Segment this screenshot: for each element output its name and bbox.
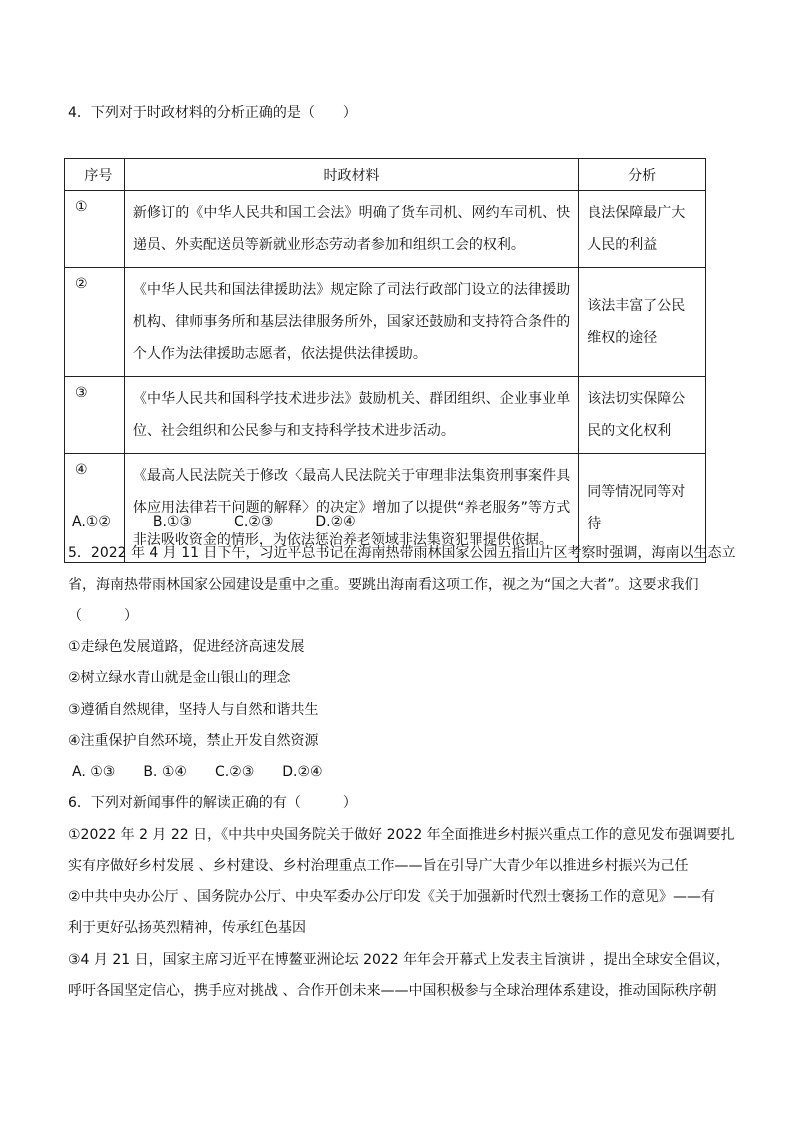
question-6-line-6: 呼吁各国坚定信心，携手应对挑战 、合作开创未来——中国积极参与全球治理体系建设，推动国际秩序朝 [68,983,717,999]
question-6-line-2: 实有序做好乡村发展 、乡村建设、乡村治理重点工作——旨在引导广大青少年以推进乡村振兴为己任 [68,858,689,874]
table-header-row [65,159,706,191]
header-number: 序号 [65,159,125,191]
question-6-line-4: 利于更好弘扬英烈精神，传承红色基因 [68,920,306,936]
row-analysis: 该法切实保障公民的文化权利 [579,377,706,454]
question-6-stem: 6．下列对新闻事件的解读正确的有（ ） [68,795,357,811]
table-row [65,377,706,454]
question-5-item-4: ④注重保护自然环境，禁止开发自然资源 [68,733,319,749]
question-5-stem-line-2: 省，海南热带雨林国家公园建设是重中之重。要跳出海南看这项工作，视之为“国之大者”。这要求我们 [68,577,699,593]
question-4-stem: 4．下列对于时政材料的分析正确的是（ ） [68,105,357,121]
row-material: 《最高人民法院关于修改〈最高人民法院关于审理非法集资刑事案件具体应用法律若干问题的解释〉的决定》增加了以提供“养老服务”等方式非法吸收资金的情形，为依法惩治养老领域非法集资犯罪提供依据。 [124,454,578,563]
question-6-line-3: ②中共中央办公厅 、国务院办公厅、中央军委办公厅印发《关于加强新时代烈士褒扬工作的意见》——有 [68,889,715,905]
row-number: ③ [65,377,125,454]
question-4-table [64,158,706,563]
row-number: ① [65,191,125,268]
header-material: 时政材料 [124,159,578,191]
question-4-options: A.①② B.①③ C.②③ D.②④ [72,514,356,530]
row-number: ② [65,268,125,377]
row-number: ④ [65,454,125,563]
question-5-item-1: ①走绿色发展道路，促进经济高速发展 [68,639,305,655]
table-row [65,191,706,268]
question-5-stem-line-1: 5．2022 年 4 月 11 日下午，习近平总书记在海南热带雨林国家公园五指山片区考察时强调，海南以生态立 [68,545,736,561]
row-analysis: 该法丰富了公民维权的途径 [579,268,706,377]
question-6-line-1: ①2022 年 2 月 22 日，《中共中央国务院关于做好 2022 年全面推进乡村振兴重点工作的意见发布强调要扎 [68,827,735,843]
row-material: 《中华人民共和国法律援助法》规定除了司法行政部门设立的法律援助机构、律师事务所和基层法律服务所外，国家还鼓励和支持符合条件的个人作为法律援助志愿者，依法提供法律援助。 [124,268,578,377]
question-5-stem-line-3: （ ） [68,608,138,624]
header-analysis: 分析 [579,159,706,191]
question-5-item-2: ②树立绿水青山就是金山银山的理念 [68,670,291,686]
row-material: 新修订的《中华人民共和国工会法》明确了货车司机、网约车司机、快递员、外卖配送员等新就业形态劳动者参加和组织工会的权利。 [124,191,578,268]
row-analysis: 同等情况同等对待 [579,454,706,563]
question-6-line-5: ③4 月 21 日，国家主席习近平在博鳌亚洲论坛 2022 年年会开幕式上发表主旨演讲 ，提出全球安全倡议， [68,952,730,968]
question-5-options: A. ①③ B. ①④ C.②③ D.②④ [72,764,323,780]
row-analysis: 良法保障最广大人民的利益 [579,191,706,268]
table-row [65,268,706,377]
question-5-item-3: ③遵循自然规律，坚持人与自然和谐共生 [68,702,319,718]
row-material: 《中华人民共和国科学技术进步法》鼓励机关、群团组织、企业事业单位、社会组织和公民参与和支持科学技术进步活动。 [124,377,578,454]
